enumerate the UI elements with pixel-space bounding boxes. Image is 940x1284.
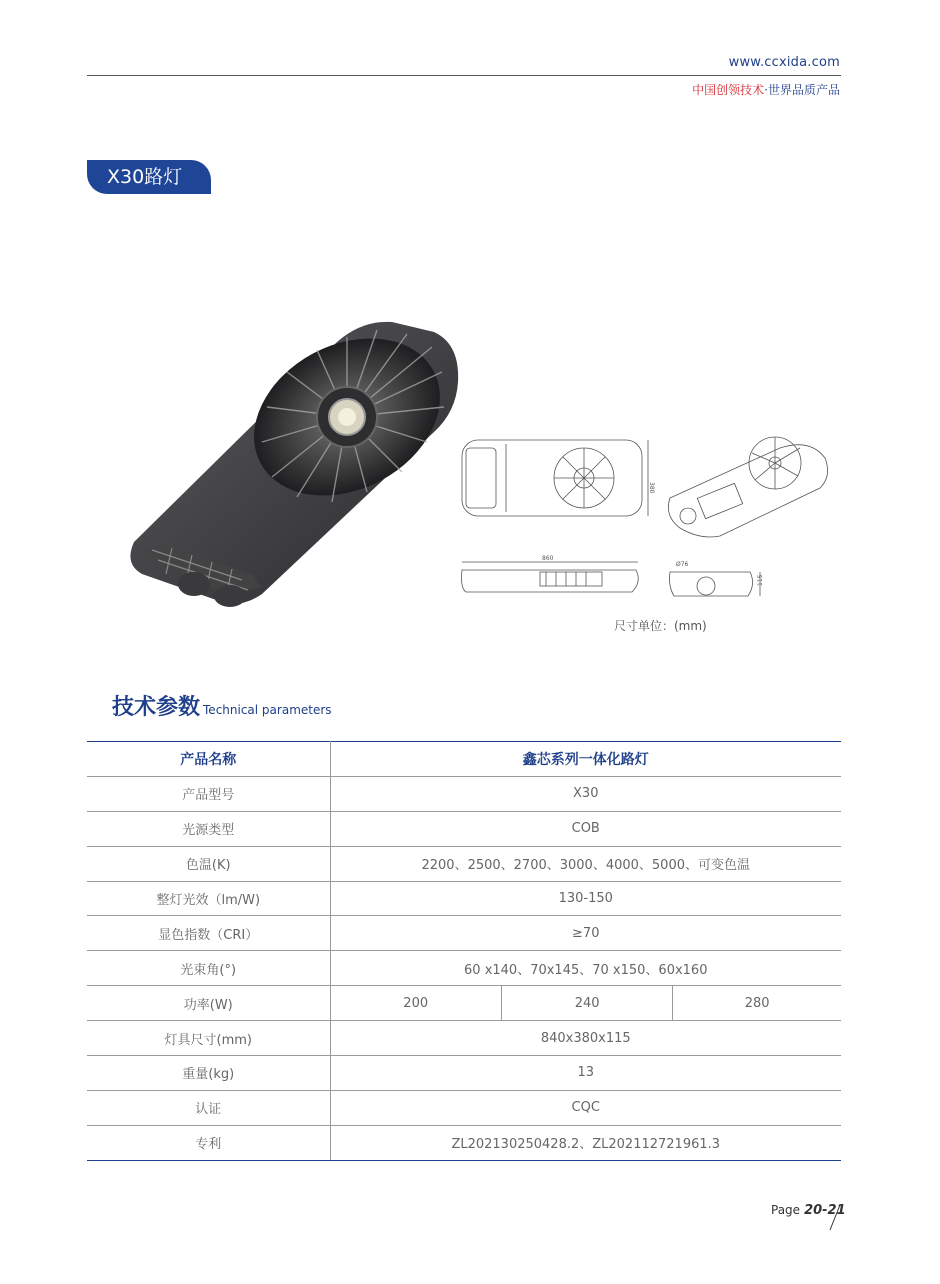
spec-table <box>87 741 841 1161</box>
spec-value: CQC <box>330 1090 841 1125</box>
slogan <box>692 81 840 98</box>
table-row <box>87 811 841 846</box>
spec-label: 显色指数（CRI） <box>87 916 330 951</box>
header-divider <box>87 75 841 76</box>
side-view-drawing <box>456 552 646 600</box>
spec-value: 13 <box>330 1056 841 1091</box>
spec-label: 功率(W) <box>87 986 330 1021</box>
table-row <box>87 1021 841 1056</box>
spec-value: 60 x140、70x145、70 x150、60x160 <box>330 951 841 986</box>
section-title <box>112 690 332 721</box>
spec-label: 专利 <box>87 1125 330 1160</box>
table-row <box>87 776 841 811</box>
spec-value: 130-150 <box>330 881 841 916</box>
slogan-blue: 世界品质产品 <box>767 83 840 97</box>
spec-label: 灯具尺寸(mm) <box>87 1021 330 1056</box>
spec-value: 840x380x115 <box>330 1021 841 1056</box>
spec-label: 色温(K) <box>87 846 330 881</box>
section-title-en: Technical parameters <box>203 703 332 717</box>
page-label: Page <box>771 1203 801 1217</box>
page-slash-icon <box>826 1204 842 1232</box>
product-title-badge: X30路灯 <box>87 160 211 194</box>
table-header-row <box>87 742 841 777</box>
spec-label: 重量(kg) <box>87 1056 330 1091</box>
spec-value: COB <box>330 811 841 846</box>
spec-label: 整灯光效（lm/W) <box>87 881 330 916</box>
table-row <box>87 1056 841 1091</box>
table-row <box>87 916 841 951</box>
spec-label: 光源类型 <box>87 811 330 846</box>
slogan-red: 中国创领技术 <box>692 83 765 97</box>
end-view-drawing <box>666 556 774 600</box>
street-light-photo <box>122 312 467 612</box>
spec-label: 认证 <box>87 1090 330 1125</box>
power-option: 240 <box>501 986 672 1021</box>
table-row-power <box>87 986 841 1021</box>
spec-label: 产品型号 <box>87 776 330 811</box>
table-row <box>87 951 841 986</box>
isometric-drawing <box>660 428 838 540</box>
drawing-width-label: 380 <box>648 482 655 494</box>
top-view-drawing <box>456 432 656 524</box>
power-option: 200 <box>330 986 501 1021</box>
spec-label: 光束角(°) <box>87 951 330 986</box>
page-number-value: 20-21 <box>804 1203 846 1218</box>
slogan-separator: · <box>764 83 768 97</box>
drawing-height-label: 115 <box>757 574 764 586</box>
section-title-cn: 技术参数 <box>112 695 201 720</box>
table-row <box>87 881 841 916</box>
spec-value: ≥70 <box>330 916 841 951</box>
spec-value: ZL202130250428.2、ZL202112721961.3 <box>330 1125 841 1160</box>
spec-value: 2200、2500、2700、3000、4000、5000、可变色温 <box>330 846 841 881</box>
spec-label: 产品名称 <box>87 742 330 777</box>
table-row <box>87 846 841 881</box>
unit-note: 尺寸单位：(mm) <box>614 619 707 633</box>
table-row <box>87 1125 841 1160</box>
power-option: 280 <box>673 986 841 1021</box>
drawing-length-label: 860 <box>542 555 554 562</box>
spec-value: X30 <box>330 776 841 811</box>
spec-value: 鑫芯系列一体化路灯 <box>330 742 841 777</box>
site-url[interactable]: www.ccxida.com <box>728 55 840 70</box>
drawing-pole-label: Ø76 <box>676 561 689 568</box>
table-row <box>87 1090 841 1125</box>
